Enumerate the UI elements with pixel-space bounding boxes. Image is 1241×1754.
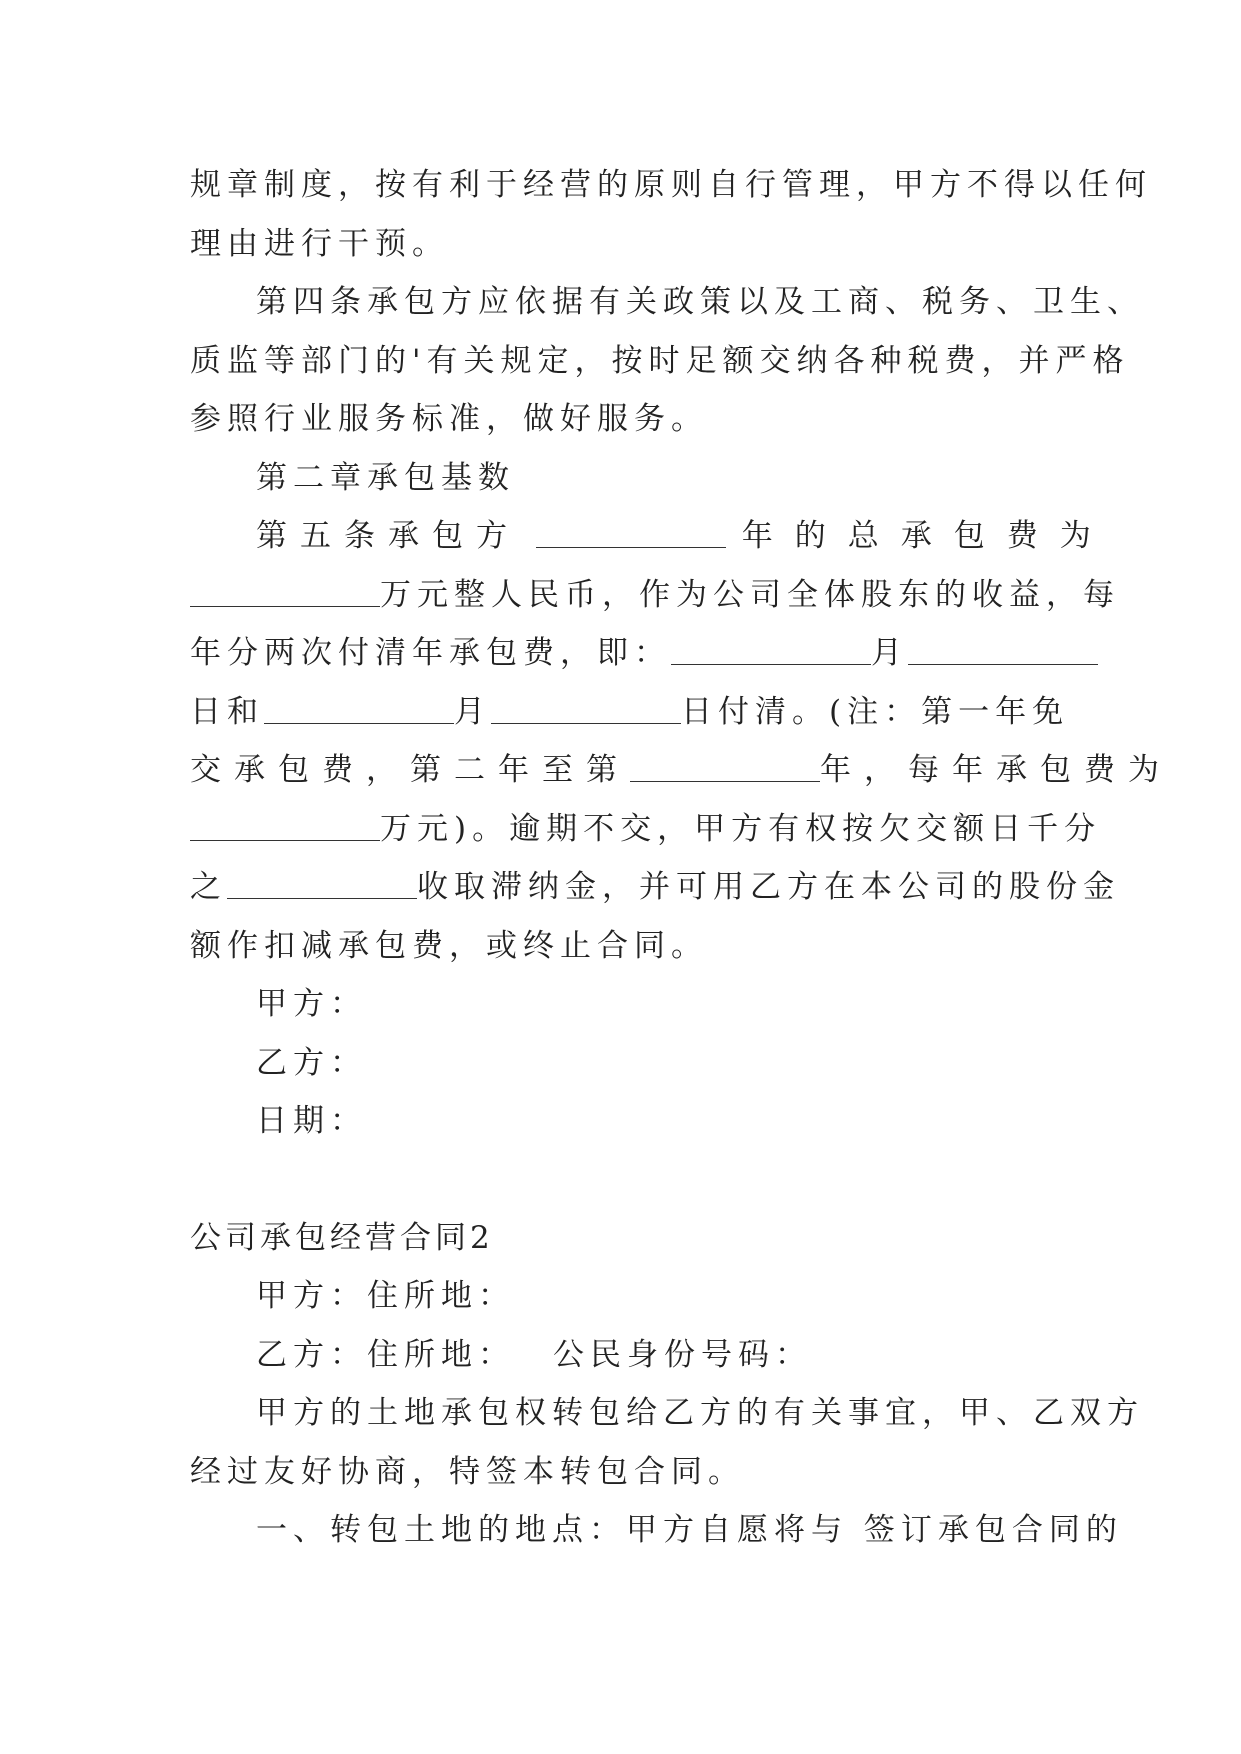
- article-5-line: [190, 683, 1070, 742]
- article-5-text: 日付清。(注：第一年免: [681, 693, 1070, 730]
- article-5-text: 万元)。逾期不交，甲方有权按欠交额日千分: [380, 810, 1102, 847]
- article-5-line: [190, 858, 1120, 917]
- article-5-line: [190, 507, 1113, 566]
- article-4-line: 质监等部门的'有关规定，按时足额交纳各种税费，并严格: [190, 342, 1130, 379]
- blank-underline: [190, 576, 380, 607]
- blank-underline: [536, 517, 726, 548]
- document-page: [190, 156, 1172, 1560]
- section-gap: [190, 1151, 1060, 1209]
- signature-party-b: 乙方：: [256, 1044, 367, 1081]
- signature-party-a: 甲方：: [256, 986, 367, 1022]
- blank-underline: [671, 634, 871, 665]
- clause-1-line: 一、转包土地的地点：甲方自愿将与 签订承包合同的: [256, 1512, 1123, 1548]
- party-b-label: 乙方：住所地：: [256, 1336, 515, 1373]
- article-4-line: 参照行业服务标准，做好服务。: [190, 401, 708, 437]
- article-5-text: 年的总承包费为: [741, 518, 1113, 554]
- intro-line: 甲方的土地承包权转包给乙方的有关事宜，甲、乙双方: [256, 1395, 1144, 1431]
- article-5-text: 万元整人民币，作为公司全体股东的收益，每: [380, 576, 1120, 613]
- article-5-line: [190, 741, 1172, 800]
- blank-underline: [227, 868, 417, 899]
- blank-underline: [630, 751, 820, 782]
- party-b-address: [190, 1326, 1060, 1385]
- article-5-text: 月: [871, 635, 908, 671]
- article-5-text: 第五条承包方: [256, 518, 520, 554]
- article-5-text: 之: [190, 869, 227, 905]
- id-number-label: 公民身份号码：: [553, 1336, 812, 1373]
- contract-title: 公司承包经营合同2: [190, 1219, 494, 1256]
- blank-underline: [491, 693, 681, 724]
- blank-underline: [264, 693, 454, 724]
- intro-line: 经过友好协商，特签本转包合同。: [190, 1453, 745, 1490]
- blank-underline: [190, 810, 380, 841]
- party-a-address: 甲方：住所地：: [256, 1278, 515, 1314]
- signature-date: 日期：: [256, 1103, 367, 1139]
- article-5-text: 月: [454, 693, 491, 730]
- article-5-line: [190, 624, 1060, 683]
- blank-underline: [908, 634, 1098, 665]
- article-5-line: [190, 800, 1102, 859]
- article-4-line: 第四条承包方应依据有关政策以及工商、税务、卫生、: [256, 284, 1144, 320]
- paragraph-line: 规章制度，按有利于经营的原则自行管理，甲方不得以任何: [190, 167, 1152, 203]
- article-5-text: 年分两次付清年承包费，即：: [190, 635, 671, 671]
- chapter-heading: 第二章承包基数: [256, 459, 515, 496]
- article-5-line: [190, 566, 1120, 625]
- article-5-text: 交承包费，第二年至第: [190, 752, 630, 788]
- article-5-text: 日和: [190, 693, 264, 730]
- paragraph-line: 理由进行干预。: [190, 225, 449, 262]
- article-5-line: 额作扣减承包费，或终止合同。: [190, 927, 708, 964]
- article-5-text: 收取滞纳金，并可用乙方在本公司的股份金: [417, 869, 1120, 905]
- article-5-text: 年，每年承包费为: [820, 752, 1172, 788]
